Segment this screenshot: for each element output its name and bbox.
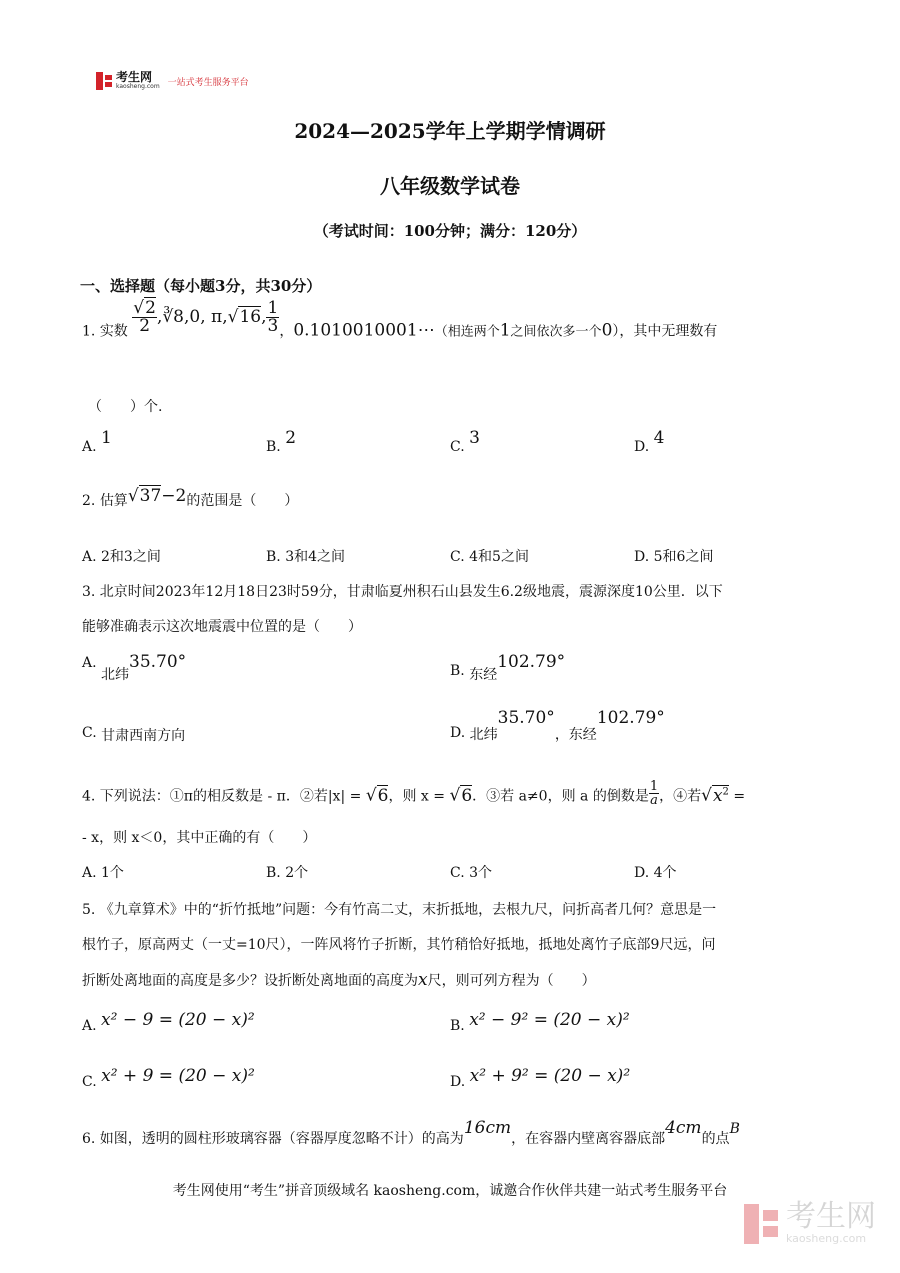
option-text: 北纬 [101,667,130,683]
q4-part3: ．③若 a≠0，则 a 的倒数是 [472,788,649,805]
option-equation: x² − 9² = (20 − x)² [469,1010,630,1030]
option-text-2: ，东经 [554,727,597,743]
q4-part4: ，④若 [659,788,702,805]
option-label: C. [450,865,465,881]
q1-option-b[interactable] [266,428,297,456]
option-label: C. [82,1074,97,1090]
option-label: B. [266,549,281,565]
q4-frac-num: 1 [649,779,659,795]
question-5-line2: 根竹子，原高两丈（一丈=10尺），一阵风将竹子折断，其竹稍恰好抵地，抵地处离竹子底部9尺远，问 [82,937,716,953]
watermark-icon [744,1204,780,1244]
q1-decimal: 0.1010010001⋯ [293,320,435,341]
q1-option-c[interactable] [450,428,480,456]
option-label: D. [450,725,466,741]
q5-option-c[interactable] [82,1066,255,1090]
q4-sup: 2 [722,786,729,797]
q6-distance: 4cm [665,1118,702,1138]
q4-part1: 4. 下列说法：①π的相反数是 - π．②若|x| = [82,788,362,805]
q1-note-b: 之间依次多一个 [510,324,602,340]
option-value: 3 [469,428,480,448]
option-label: B. [450,663,465,679]
logo-brand: 考生网 [116,70,153,84]
option-value: 4个 [653,865,677,881]
option-text: 甘肃西南方向 [101,728,186,744]
q1-option-d[interactable] [634,428,665,456]
option-label: B. [450,1018,465,1034]
q2-prefix: 估算 [99,493,128,509]
q6-point-b: B [729,1121,740,1137]
question-6 [82,1118,740,1147]
q2-number: 2. [82,493,96,509]
q6-height: 16cm [463,1118,512,1138]
option-value: 4 [653,428,665,448]
exam-title: 2024—2025学年上学期学情调研 [294,119,606,143]
watermark [744,1199,876,1245]
q1-note-c: ），其中无理数有 [612,323,718,340]
q1-option-a[interactable] [82,428,112,456]
q1-frac13-num: 1 [267,298,279,318]
option-value: 5和6之间 [653,549,714,565]
q4-option-b[interactable] [266,862,308,882]
q1-note-one: 1 [499,320,511,341]
q2-option-b[interactable] [266,546,345,566]
option-label: D. [634,865,650,881]
option-value: 1个 [101,865,124,881]
q6-part3: 的点 [701,1131,730,1147]
option-label: A. [82,655,97,671]
section-heading: 一、选择题（每小题3分，共30分） [80,277,322,295]
question-5-line3 [82,970,596,991]
q4-part2: ，则 x = [388,788,446,805]
site-logo [96,72,249,90]
option-value: 3个 [469,865,493,881]
option-label: A. [82,439,97,455]
option-value: 102.79° [497,652,566,672]
question-5-line1: 5. 《九章算术》中的“折竹抵地”问题：今有竹高二丈，末折抵地，去根九尺，问折高者几何？意思是一 [82,902,717,918]
q5-option-d[interactable] [450,1066,631,1090]
option-value: 1 [101,428,112,448]
q5-line3a: 折断处离地面的高度是多少？设折断处离地面的高度为 [82,973,418,989]
q5-line3b: 尺，则可列方程为（ ） [427,973,596,989]
option-value: 4和5之间 [469,549,529,565]
q5-option-b[interactable] [450,1010,630,1034]
q1-comma: , [261,306,267,327]
option-value: 2 [285,428,297,448]
exam-subtitle: 八年级数学试卷 [380,174,520,198]
q4-frac [649,780,659,807]
q2-option-d[interactable] [634,546,713,566]
q6-part1: 6. 如图，透明的圆柱形玻璃容器（容器厚度忽略不计）的高为 [82,1131,464,1147]
q4-part5: = [733,788,746,805]
q2-option-a[interactable] [82,546,161,566]
question-3-line2: 能够准确表示这次地震震中位置的是（ ） [82,619,362,635]
q1-list-mid: ,∛8,0, π, [156,306,228,327]
logo-domain: kaosheng.com [116,83,160,90]
q4-rad-x: x [712,785,723,806]
option-text: 北纬 [469,727,498,743]
q4-option-d[interactable] [634,862,677,882]
option-equation: x² + 9² = (20 − x)² [469,1066,631,1086]
q3-option-b[interactable] [450,652,566,683]
question-3-line1: 3. 北京时间2023年12月18日23时59分，甘肃临夏州积石山县发生6.2级地震，震源深度10公里．以下 [82,584,723,600]
q1-frac-sqrt2: $\frac{√2}{2}$ [133,298,156,336]
q2-minus: −2 [161,486,187,506]
q1-list: ,∛8,0, π,√16, [156,306,267,327]
q1-prefix: 实数 [99,323,128,340]
option-label: A. [82,1018,97,1034]
option-value-2: 102.79° [596,708,665,728]
watermark-brand: 考生网 [786,1199,876,1234]
q2-option-c[interactable] [450,546,529,566]
option-equation: x² − 9 = (20 − x)² [101,1010,255,1030]
q1-den2: 2 [139,316,151,336]
q2-expr: √37−2 [127,486,187,506]
question-4-line2: - x，则 x＜0，其中正确的有（ ） [82,830,317,846]
option-value: 35.70° [497,708,555,728]
option-label: A. [82,549,97,565]
q1-note-zero: 0 [601,320,613,341]
logo-slogan: 一站式考生服务平台 [167,77,249,88]
logo-icon [96,72,112,90]
option-label: D. [450,1074,466,1090]
q4-radicand1: 6 [377,785,389,806]
exam-info: （考试时间：100分钟；满分：120分） [313,222,587,240]
q1-number: 1. [82,323,96,340]
q4-radicand2: 6 [461,785,473,806]
option-label: A. [82,865,97,881]
q1-sep: ， [279,323,294,340]
q4-frac-den: a [650,793,658,809]
q1-sqrt2: 2 [145,298,156,318]
question-2 [82,486,299,511]
q3-option-d[interactable] [450,708,665,743]
q5-var-x: x [418,970,428,990]
option-value: 2个 [285,865,309,881]
question-1 [82,298,718,349]
option-label: D. [634,549,650,565]
option-value: 2和3之间 [101,549,161,565]
option-label: D. [634,439,650,455]
q5-option-a[interactable] [82,1010,255,1034]
option-label: C. [450,439,465,455]
q1-frac13-den: 3 [267,316,279,336]
q1-line2: （ ）个. [88,399,163,415]
option-text: 东经 [469,667,498,683]
q1-note-a: （相连两个 [434,324,500,340]
option-label: C. [82,725,97,741]
page-footer: 考生网使用“考生”拼音顶级域名 kaosheng.com，诚邀合作伙伴共建一站式考生服务平台 [172,1183,728,1199]
option-label: B. [266,865,281,881]
option-value: 35.70° [129,652,187,672]
q3-option-a[interactable] [82,652,187,683]
option-label: B. [266,439,281,455]
option-label: C. [450,549,465,565]
q4-option-a[interactable] [82,862,124,882]
option-equation: x² + 9 = (20 − x)² [101,1066,255,1086]
q3-option-c[interactable] [82,722,185,742]
q2-radicand: 37 [139,486,162,506]
option-value: 3和4之间 [285,549,346,565]
q1-frac13 [266,300,279,335]
question-4-line1: 4. 下列说法：①π的相反数是 - π．②若|x| = √6，则 x = √6．③若 a≠0，则 a 的倒数是 $\frac{1}{a}$ ，④若$√x^2$ = [82,779,746,809]
watermark-domain: kaosheng.com [786,1232,867,1245]
q6-part2: ，在容器内壁离容器底部 [511,1131,666,1147]
q4-option-c[interactable] [450,862,492,882]
q2-suffix: 的范围是（ ） [186,493,299,509]
q1-sqrt16: 16 [239,306,262,327]
